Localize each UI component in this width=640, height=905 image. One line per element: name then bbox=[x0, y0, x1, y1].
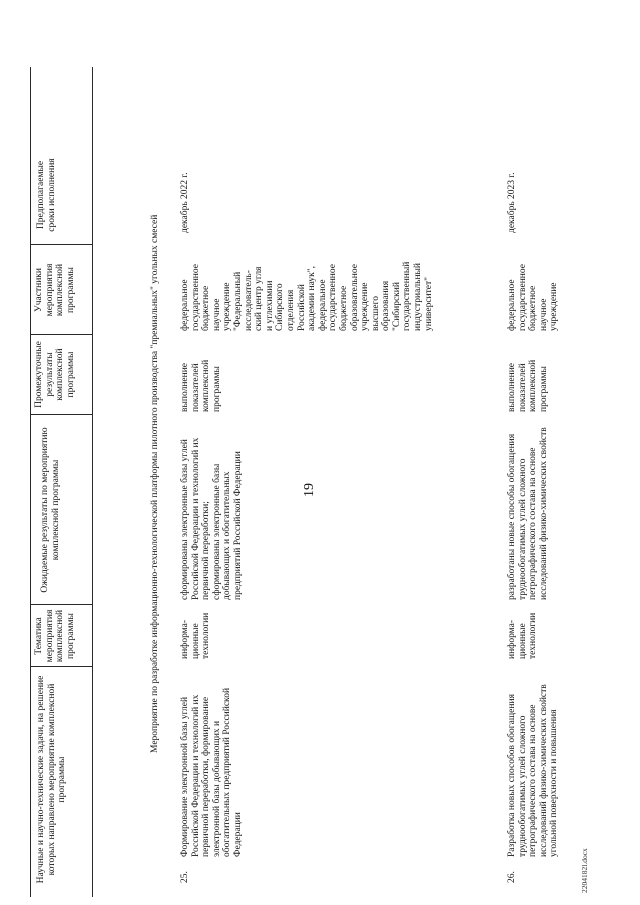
header-expected: Ожидаемые результаты по мероприятию комплексной программы bbox=[40, 427, 61, 593]
row-25-number: 25. bbox=[180, 871, 190, 883]
col-separator-4 bbox=[30, 334, 92, 335]
row-26-deadline: декабрь 2023 г. bbox=[507, 172, 517, 233]
row-25-expected: сформированы электронные базы углей Российской Федерации и технологий их первичной переработки; сформированы электронные базы добывающих и обогатительных предприятий Российской Федерации bbox=[180, 437, 243, 600]
row-25-deadline: декабрь 2022 г. bbox=[180, 172, 190, 233]
row-26-task: Разработка новых способов обогащения труднообогатимых углей сложного петрографического состава на основе исследований физико-химических свойств угольной поверхности и повышения bbox=[507, 684, 560, 857]
row-25-participants: федеральное государственное бюджетное научное учреждение "Федеральный исследователь- ский центр угля и углехимии Сибирского отделения Российской академии наук", федеральное государственное бюджетное образовательное учреждение высшего образования "Сибирский государственный индустриальный университет" bbox=[180, 261, 434, 331]
col-separator-1 bbox=[30, 666, 92, 667]
col-separator-3 bbox=[30, 414, 92, 415]
col-separator-2 bbox=[30, 604, 92, 605]
row-25-interim: выполнение показателей комплексной программы bbox=[180, 359, 222, 412]
row-26-topic: информа- ционные технологии bbox=[507, 612, 539, 659]
rotated-table-block bbox=[0, 55, 600, 905]
header-top-border bbox=[30, 67, 31, 897]
header-deadline: Предполагаемые сроки исполнения bbox=[36, 158, 57, 232]
row-25-topic: информа- ционные технологии bbox=[180, 612, 212, 659]
row-26-expected: разработаны новые способы обогащения труднообогатимых углей сложного петрографического состава на основе исследований физико-химических свойств bbox=[507, 427, 549, 600]
header-participants: Участники мероприятия комплексной программы bbox=[34, 263, 76, 317]
page-number: 19 bbox=[302, 483, 317, 497]
row-26-number: 26. bbox=[507, 871, 517, 883]
row-26-interim: выполнение показателей комплексной программы bbox=[507, 359, 549, 412]
header-bottom-border bbox=[92, 67, 93, 897]
row-25-task: Формирование электронной базы углей Российской Федерации и технологий их первичной переработки, формирование электронной базы добывающих и обогатительных предприятий Российской Федерации bbox=[180, 687, 243, 857]
section-title: Мероприятие по разработке информационно-технологической платформы пилотного производства "премиальных" угольных смесей bbox=[150, 214, 160, 753]
header-interim: Промежуточные результаты комплексной программы bbox=[34, 341, 76, 408]
col-separator-5 bbox=[30, 244, 92, 245]
header-topic: Тематика мероприятия комплексной программы bbox=[34, 609, 76, 663]
header-task: Научные и научно-технические задачи, на решение которых направлено мероприятие комплексной программы bbox=[36, 675, 68, 884]
row-26-participants: федеральное государственное бюджетное научное учреждение bbox=[507, 264, 560, 331]
footer-filename: 2204182l.docx bbox=[580, 848, 589, 893]
